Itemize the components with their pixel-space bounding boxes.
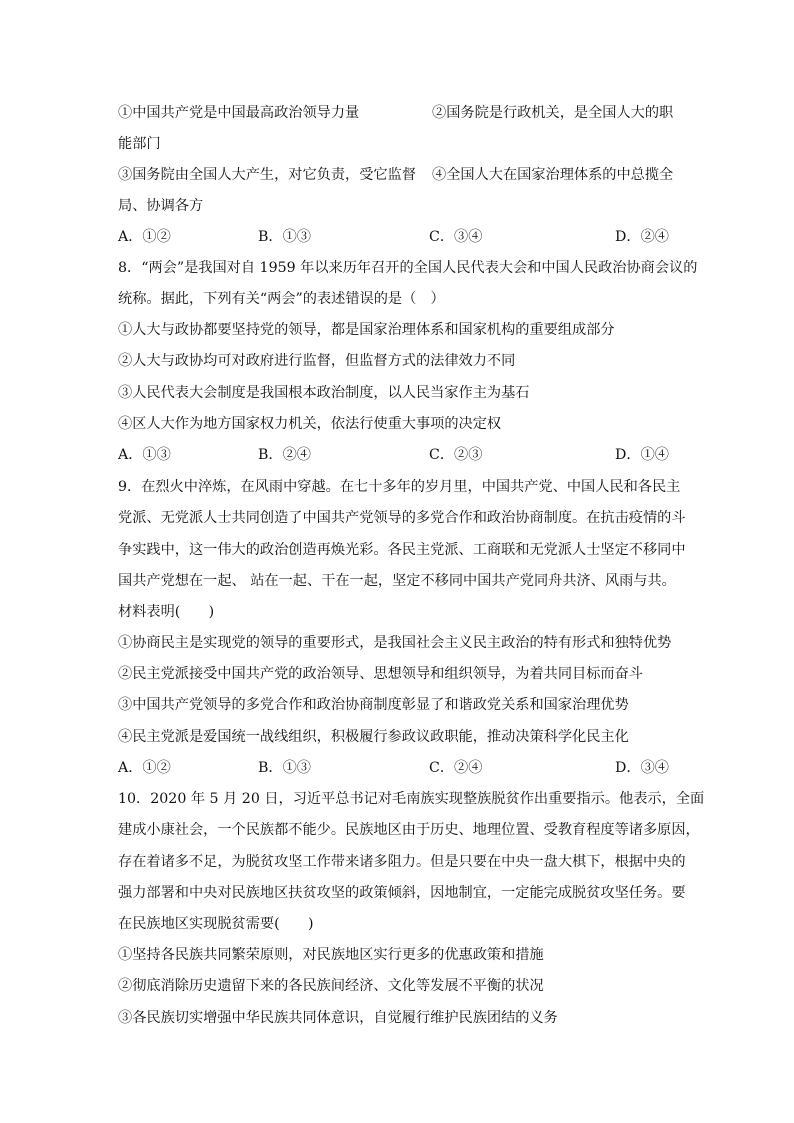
q7-option-4: ④全国人大在国家治理体系的中总揽全	[432, 167, 674, 183]
q7-choice-b: B．①③	[258, 229, 311, 245]
q10-option-1: ①坚持各民族共同繁荣原则，对民族地区实行更多的优惠政策和措施	[118, 947, 544, 963]
q9-option-1: ①协商民主是实现党的领导的重要形式，是我国社会主义民主政治的特有形式和独特优势	[118, 635, 672, 651]
q9-option-4: ④民主党派是爱国统一战线组织，积极履行参政议政职能，推动决策科学化民主化	[118, 729, 629, 745]
q9-choice-c: C．②④	[429, 760, 483, 776]
q9-option-3: ③中国共产党领导的多党合作和政治协商制度彰显了和谐政党关系和国家治理优势	[118, 697, 629, 713]
q8-option-2: ②人大与政协均可对政府进行监督，但监督方式的法律效力不同	[118, 353, 516, 369]
q8-option-3: ③人民代表大会制度是我国根本政治制度，以人民当家作主为基石	[118, 385, 530, 401]
q9-choice-a: A．①②	[118, 760, 171, 776]
q10-option-3: ③各民族切实增强中华民族共同体意识，自觉履行维护民族团结的义务	[118, 1010, 558, 1026]
q7-choice-d: D．②④	[615, 229, 669, 245]
q10-option-2: ②彻底消除历史遗留下来的各民族间经济、文化等发展不平衡的状况	[118, 978, 544, 994]
q8-stem-line-1: 8．“两会”是我国对自 1959 年以来历年召开的全国人民代表大会和中国人民政治协商会议的	[118, 260, 698, 276]
q7-option-4-cont: 局、协调各方	[118, 198, 204, 214]
q8-stem-line-2: 统称。据此，下列有关“两会”的表述错误的是（ ）	[118, 291, 445, 307]
q10-stem-line-2: 建成小康社会，一个民族都不能少。民族地区由于历史、地理位置、受教育程度等诸多原因，	[118, 822, 700, 838]
q10-stem-line-5: 在民族地区实现脱贫需要( )	[118, 916, 314, 932]
q10-stem-line-3: 存在着诸多不足，为脱贫攻坚工作带来诸多阻力。但是只要在中央一盘大棋下，根据中央的	[118, 854, 686, 870]
q9-stem-line-5: 材料表明( )	[118, 604, 215, 620]
q10-stem-line-1: 10．2020 年 5 月 20 日，习近平总书记对毛南族实现整族脱贫作出重要指示。他表示，全面	[118, 791, 705, 807]
q8-option-4: ④区人大作为地方国家权力机关，依法行使重大事项的决定权	[118, 416, 502, 432]
q9-choice-d: D．③④	[615, 760, 669, 776]
q8-option-1: ①人大与政协都要坚持党的领导，都是国家治理体系和国家机构的重要组成部分	[118, 322, 615, 338]
q9-stem-line-1: 9．在烈火中淬炼，在风雨中穿越。在七十多年的岁月里，中国共产党、中国人民和各民主	[118, 479, 681, 495]
q9-option-2: ②民主党派接受中国共产党的政治领导、思想领导和组织领导，为着共同目标而奋斗	[118, 666, 643, 682]
q7-option-1: ①中国共产党是中国最高政治领导力量	[118, 105, 360, 121]
q8-choice-a: A．①③	[118, 447, 171, 463]
q8-choice-c: C．②③	[429, 447, 483, 463]
q10-stem-line-4: 强力部署和中央对民族地区扶贫攻坚的政策倾斜，因地制宜，一定能完成脱贫攻坚任务。要	[118, 885, 686, 901]
q9-stem-line-2: 党派、无党派人士共同创造了中国共产党领导的多党合作和政治协商制度。在抗击疫情的斗	[118, 510, 686, 526]
q7-option-3: ③国务院由全国人大产生，对它负责，受它监督	[118, 167, 416, 183]
q7-option-2: ②国务院是行政机关，是全国人大的职	[432, 105, 674, 121]
q8-choice-d: D．①④	[615, 447, 669, 463]
q9-stem-line-3: 争实践中，这一伟大的政治创造再焕光彩。各民主党派、工商联和无党派人士坚定不移同中	[118, 542, 686, 558]
q9-choice-b: B．①③	[258, 760, 311, 776]
q7-choice-c: C．③④	[429, 229, 483, 245]
q7-choice-a: A．①②	[118, 229, 171, 245]
q8-choice-b: B．②④	[258, 447, 311, 463]
q7-option-2-cont: 能部门	[118, 136, 161, 152]
q9-stem-line-4: 国共产党想在一起、 站在一起、干在一起，坚定不移同中国共产党同舟共济、风雨与共。	[118, 573, 676, 589]
